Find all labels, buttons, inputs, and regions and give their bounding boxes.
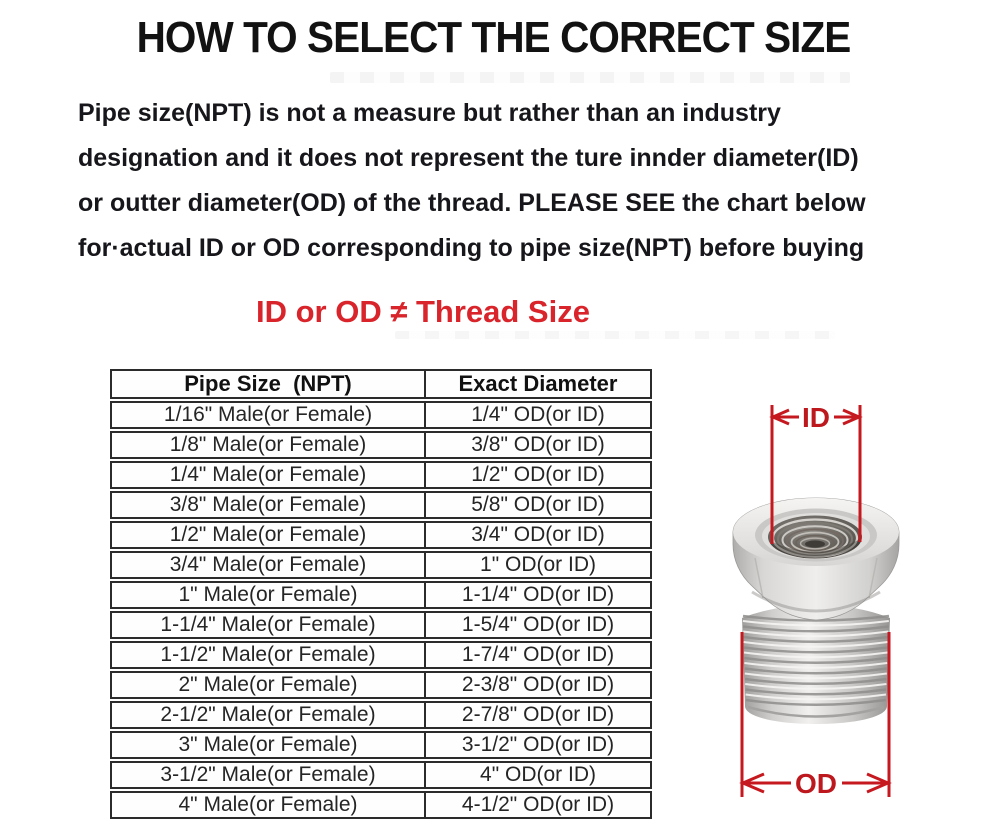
jpeg-artifact-band xyxy=(330,72,850,83)
jpeg-artifact-band xyxy=(395,331,835,339)
table-header-row xyxy=(110,369,652,399)
diameter-cell: 1-1/4" OD(or ID) xyxy=(461,583,615,606)
table-row xyxy=(110,551,652,579)
fitting-photo xyxy=(695,386,987,838)
table-row xyxy=(110,461,652,489)
pipe-size-cell: 3/8" Male(or Female) xyxy=(112,493,426,517)
fitting-illustration xyxy=(695,386,987,838)
pipe-size-cell: 4" Male(or Female) xyxy=(112,793,426,817)
pipe-size-cell: 1/2" Male(or Female) xyxy=(112,523,426,547)
diameter-cell: 4-1/2" OD(or ID) xyxy=(461,793,615,816)
pipe-size-cell: 2-1/2" Male(or Female) xyxy=(112,703,426,727)
id-label: ID xyxy=(802,402,830,433)
diameter-cell: 1-5/4" OD(or ID) xyxy=(461,613,615,636)
pipe-size-cell: 1" Male(or Female) xyxy=(112,583,426,607)
diameter-cell: 3/8" OD(or ID) xyxy=(471,433,605,456)
table-row xyxy=(110,611,652,639)
threaded-hole xyxy=(768,516,862,559)
diameter-cell: 3/4" OD(or ID) xyxy=(471,523,605,546)
od-label: OD xyxy=(795,768,837,799)
table-row xyxy=(110,671,652,699)
diameter-cell: 1" OD(or ID) xyxy=(480,553,596,576)
table-row xyxy=(110,761,652,789)
table-row xyxy=(110,431,652,459)
intro-line: or outter diameter(OD) of the thread. PLEASE SEE the chart below xyxy=(78,189,866,217)
table-row xyxy=(110,791,652,819)
pipe-size-cell: 1/4" Male(or Female) xyxy=(112,463,426,487)
pipe-size-cell: 1-1/4" Male(or Female) xyxy=(112,613,426,637)
diameter-cell: 1-7/4" OD(or ID) xyxy=(461,643,615,666)
table-row xyxy=(110,701,652,729)
diameter-cell: 5/8" OD(or ID) xyxy=(471,493,605,516)
table-row xyxy=(110,581,652,609)
size-warning: ID or OD ≠ Thread Size xyxy=(256,294,590,329)
diameter-cell: 3-1/2" OD(or ID) xyxy=(461,733,615,756)
intro-line: Pipe size(NPT) is not a measure but rather than an industry xyxy=(78,99,781,127)
diameter-cell: 2-3/8" OD(or ID) xyxy=(461,673,615,696)
table-row xyxy=(110,641,652,669)
diameter-cell: 1/4" OD(or ID) xyxy=(471,403,605,426)
table-row xyxy=(110,731,652,759)
diameter-cell: 4" OD(or ID) xyxy=(480,763,596,786)
pipe-size-cell: 1/8" Male(or Female) xyxy=(112,433,426,457)
size-table xyxy=(110,369,652,821)
table-row xyxy=(110,401,652,429)
table-row xyxy=(110,491,652,519)
intro-line: for·actual ID or OD corresponding to pipe size(NPT) before buying xyxy=(78,234,865,262)
diameter-cell: 2-7/8" OD(or ID) xyxy=(461,703,615,726)
diameter-cell: 1/2" OD(or ID) xyxy=(471,463,605,486)
male-thread xyxy=(742,605,890,724)
page-title: HOW TO SELECT THE CORRECT SIZE xyxy=(136,13,851,62)
pipe-size-cell: 3" Male(or Female) xyxy=(112,733,426,757)
size-table-body xyxy=(110,401,652,819)
header-cell-exact-diameter: Exact Diameter xyxy=(458,371,618,396)
pipe-size-cell: 3/4" Male(or Female) xyxy=(112,553,426,577)
pipe-size-cell: 3-1/2" Male(or Female) xyxy=(112,763,426,787)
intro-line: designation and it does not represent the ture innder diameter(ID) xyxy=(78,144,859,172)
table-row xyxy=(110,521,652,549)
intro-paragraph xyxy=(78,91,948,271)
pipe-size-cell: 1/16" Male(or Female) xyxy=(112,403,426,427)
pipe-size-cell: 2" Male(or Female) xyxy=(112,673,426,697)
header-cell-pipe-size: Pipe Size (NPT) xyxy=(112,371,426,397)
pipe-size-cell: 1-1/2" Male(or Female) xyxy=(112,643,426,667)
